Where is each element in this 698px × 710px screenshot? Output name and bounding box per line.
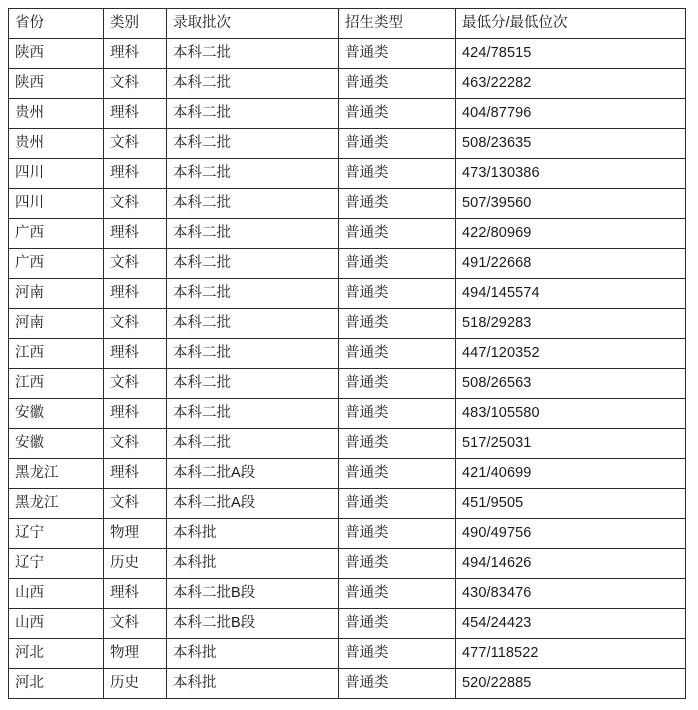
cell-province: 辽宁 (9, 519, 104, 549)
cell-category: 历史 (104, 549, 167, 579)
table-row (9, 339, 686, 369)
table-header-row (9, 9, 686, 39)
table-row (9, 39, 686, 69)
cell-batch: 本科批 (167, 669, 339, 699)
cell-score: 463/22282 (456, 69, 686, 99)
cell-category: 理科 (104, 399, 167, 429)
column-header-type: 招生类型 (339, 9, 456, 39)
cell-type: 普通类 (339, 99, 456, 129)
table-row (9, 69, 686, 99)
cell-type: 普通类 (339, 369, 456, 399)
cell-province: 河北 (9, 639, 104, 669)
column-header-category: 类别 (104, 9, 167, 39)
cell-score: 430/83476 (456, 579, 686, 609)
cell-province: 广西 (9, 219, 104, 249)
column-header-province: 省份 (9, 9, 104, 39)
cell-province: 辽宁 (9, 549, 104, 579)
cell-batch: 本科二批 (167, 159, 339, 189)
cell-type: 普通类 (339, 669, 456, 699)
cell-batch: 本科二批A段 (167, 459, 339, 489)
table-row (9, 159, 686, 189)
cell-type: 普通类 (339, 249, 456, 279)
cell-score: 454/24423 (456, 609, 686, 639)
cell-province: 广西 (9, 249, 104, 279)
admission-score-table (8, 8, 686, 699)
cell-category: 理科 (104, 99, 167, 129)
table-row (9, 519, 686, 549)
cell-province: 江西 (9, 339, 104, 369)
table-row (9, 399, 686, 429)
cell-type: 普通类 (339, 219, 456, 249)
cell-batch: 本科二批 (167, 399, 339, 429)
cell-score: 508/23635 (456, 129, 686, 159)
cell-type: 普通类 (339, 129, 456, 159)
cell-type: 普通类 (339, 489, 456, 519)
cell-category: 理科 (104, 159, 167, 189)
cell-batch: 本科二批 (167, 189, 339, 219)
cell-category: 文科 (104, 309, 167, 339)
cell-batch: 本科二批 (167, 39, 339, 69)
table-row (9, 489, 686, 519)
cell-province: 安徽 (9, 399, 104, 429)
cell-score: 421/40699 (456, 459, 686, 489)
table-row (9, 369, 686, 399)
table-row (9, 249, 686, 279)
cell-score: 404/87796 (456, 99, 686, 129)
cell-category: 理科 (104, 219, 167, 249)
cell-category: 理科 (104, 279, 167, 309)
cell-score: 517/25031 (456, 429, 686, 459)
cell-score: 483/105580 (456, 399, 686, 429)
cell-batch: 本科二批 (167, 129, 339, 159)
cell-batch: 本科二批 (167, 99, 339, 129)
cell-province: 黑龙江 (9, 459, 104, 489)
cell-score: 491/22668 (456, 249, 686, 279)
cell-type: 普通类 (339, 309, 456, 339)
column-header-score: 最低分/最低位次 (456, 9, 686, 39)
table-row (9, 309, 686, 339)
table-row (9, 429, 686, 459)
cell-type: 普通类 (339, 279, 456, 309)
cell-batch: 本科二批 (167, 279, 339, 309)
cell-category: 文科 (104, 609, 167, 639)
table-row (9, 189, 686, 219)
table-row (9, 129, 686, 159)
cell-type: 普通类 (339, 429, 456, 459)
cell-score: 451/9505 (456, 489, 686, 519)
cell-batch: 本科二批B段 (167, 609, 339, 639)
cell-province: 河南 (9, 279, 104, 309)
cell-province: 安徽 (9, 429, 104, 459)
table-header (9, 9, 686, 39)
cell-category: 理科 (104, 339, 167, 369)
cell-category: 文科 (104, 69, 167, 99)
cell-category: 文科 (104, 189, 167, 219)
cell-province: 黑龙江 (9, 489, 104, 519)
cell-score: 520/22885 (456, 669, 686, 699)
cell-score: 494/145574 (456, 279, 686, 309)
cell-type: 普通类 (339, 579, 456, 609)
cell-batch: 本科批 (167, 639, 339, 669)
table-row (9, 549, 686, 579)
cell-score: 473/130386 (456, 159, 686, 189)
cell-category: 文科 (104, 489, 167, 519)
cell-batch: 本科二批A段 (167, 489, 339, 519)
cell-type: 普通类 (339, 459, 456, 489)
cell-score: 518/29283 (456, 309, 686, 339)
cell-type: 普通类 (339, 339, 456, 369)
table-row (9, 279, 686, 309)
cell-province: 山西 (9, 579, 104, 609)
cell-type: 普通类 (339, 519, 456, 549)
cell-batch: 本科二批B段 (167, 579, 339, 609)
table-row (9, 579, 686, 609)
cell-type: 普通类 (339, 159, 456, 189)
table-row (9, 639, 686, 669)
table-row (9, 459, 686, 489)
table-row (9, 99, 686, 129)
cell-category: 理科 (104, 459, 167, 489)
cell-category: 理科 (104, 39, 167, 69)
cell-type: 普通类 (339, 189, 456, 219)
cell-province: 四川 (9, 189, 104, 219)
cell-score: 494/14626 (456, 549, 686, 579)
table-row (9, 219, 686, 249)
cell-batch: 本科二批 (167, 369, 339, 399)
cell-batch: 本科二批 (167, 69, 339, 99)
cell-category: 物理 (104, 639, 167, 669)
cell-category: 文科 (104, 429, 167, 459)
cell-province: 江西 (9, 369, 104, 399)
cell-province: 贵州 (9, 99, 104, 129)
cell-province: 陕西 (9, 69, 104, 99)
cell-score: 447/120352 (456, 339, 686, 369)
cell-province: 四川 (9, 159, 104, 189)
cell-province: 河北 (9, 669, 104, 699)
cell-type: 普通类 (339, 69, 456, 99)
cell-type: 普通类 (339, 609, 456, 639)
cell-score: 424/78515 (456, 39, 686, 69)
table-row (9, 669, 686, 699)
cell-province: 陕西 (9, 39, 104, 69)
column-header-batch: 录取批次 (167, 9, 339, 39)
cell-category: 理科 (104, 579, 167, 609)
cell-category: 物理 (104, 519, 167, 549)
table-row (9, 609, 686, 639)
cell-type: 普通类 (339, 549, 456, 579)
cell-score: 490/49756 (456, 519, 686, 549)
cell-province: 河南 (9, 309, 104, 339)
cell-category: 历史 (104, 669, 167, 699)
cell-category: 文科 (104, 249, 167, 279)
cell-score: 477/118522 (456, 639, 686, 669)
cell-batch: 本科二批 (167, 249, 339, 279)
cell-score: 507/39560 (456, 189, 686, 219)
cell-batch: 本科二批 (167, 339, 339, 369)
cell-province: 贵州 (9, 129, 104, 159)
cell-type: 普通类 (339, 639, 456, 669)
cell-category: 文科 (104, 129, 167, 159)
cell-batch: 本科二批 (167, 219, 339, 249)
cell-batch: 本科二批 (167, 429, 339, 459)
cell-score: 422/80969 (456, 219, 686, 249)
cell-batch: 本科批 (167, 549, 339, 579)
cell-batch: 本科二批 (167, 309, 339, 339)
cell-batch: 本科批 (167, 519, 339, 549)
cell-type: 普通类 (339, 399, 456, 429)
table-body (9, 39, 686, 699)
cell-type: 普通类 (339, 39, 456, 69)
cell-province: 山西 (9, 609, 104, 639)
cell-category: 文科 (104, 369, 167, 399)
cell-score: 508/26563 (456, 369, 686, 399)
